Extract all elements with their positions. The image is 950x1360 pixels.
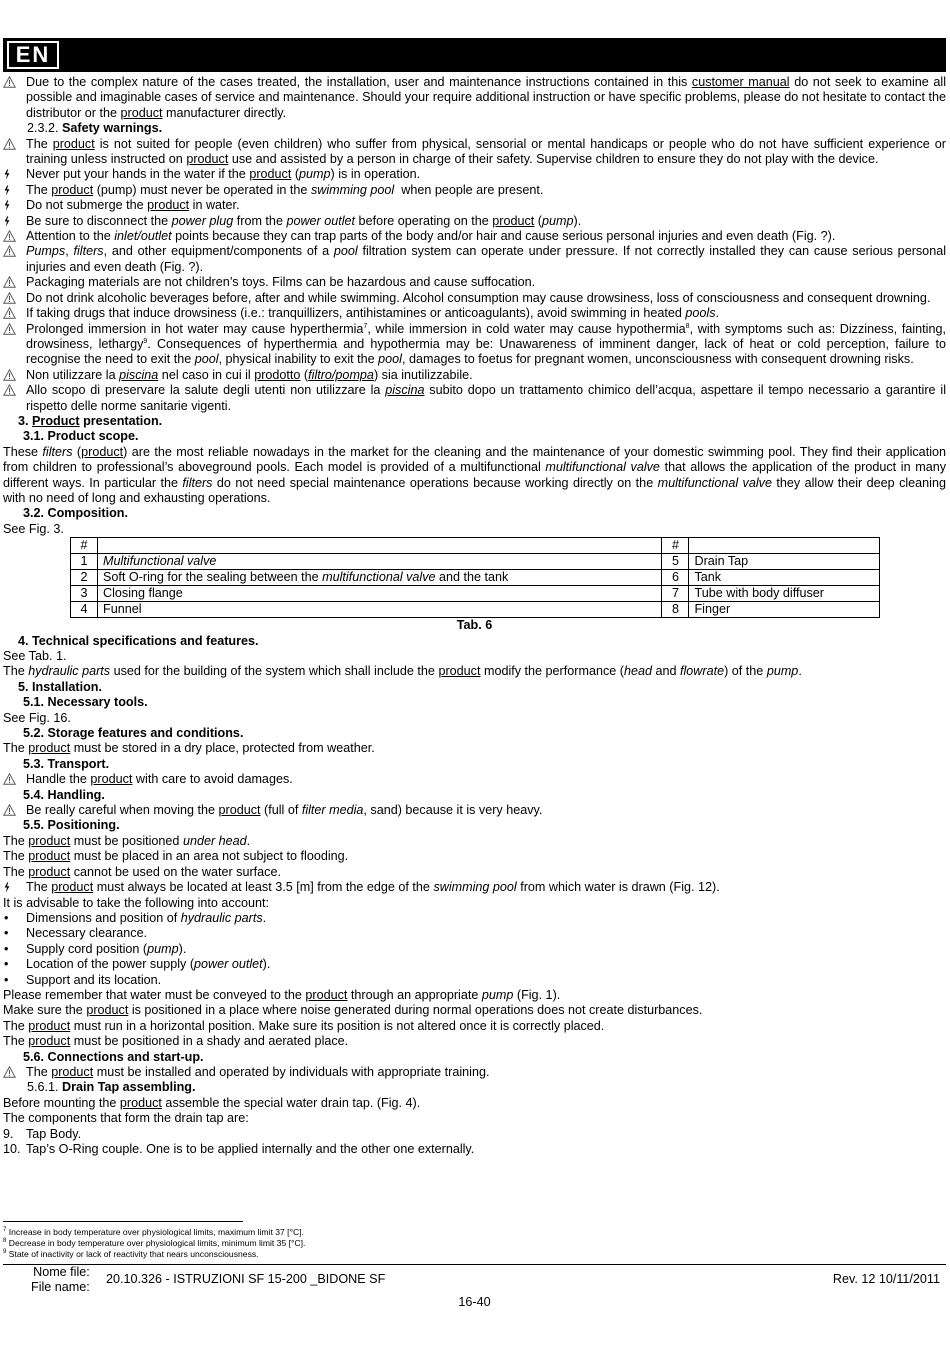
- paragraph: [3, 896, 946, 911]
- line-text: The product must be positioned in a shady and aerated place.: [3, 1034, 349, 1049]
- table-row: [71, 586, 880, 602]
- line-text: 3.1. Product scope.: [23, 429, 139, 444]
- footnote-number: 9: [3, 1249, 7, 1256]
- line-text: Be really careful when moving the product (full of filter media, sand) because it is very heavy.: [26, 803, 543, 818]
- warning-triangle-icon: [3, 245, 17, 258]
- item-number-cell: 5: [662, 554, 689, 570]
- subsection-heading: [3, 788, 946, 803]
- line-text: 5.5. Positioning.: [23, 818, 120, 833]
- table-caption: Tab. 6: [456, 618, 493, 633]
- line-text: The hydraulic parts used for the building of the system which shall include the product modify the performance (head and flowrate) of the pump.: [3, 664, 802, 679]
- subsubsection-heading: [3, 1080, 946, 1095]
- line-text: Tap Body.: [26, 1126, 82, 1141]
- line-text: Do not drink alcoholic beverages before, after and while swimming. Alcohol consumption may cause drowsiness, loss of consciousness and consequent drowning.: [26, 290, 931, 305]
- subsection-heading: [3, 506, 946, 521]
- warning-triangle-icon: [3, 323, 17, 336]
- paragraph: [3, 711, 946, 726]
- table-header-cell: #: [662, 538, 689, 554]
- line-text: The product must be placed in an area not subject to flooding.: [3, 849, 349, 864]
- subsection-heading: [3, 1050, 946, 1065]
- item-number-cell: 3: [71, 586, 98, 602]
- line-text: 2.3.2. Safety warnings.: [27, 121, 163, 136]
- item-number-cell: 1: [71, 554, 98, 570]
- line-text: 5.4. Handling.: [23, 787, 105, 802]
- warning-item: [3, 229, 946, 244]
- warning-item: [3, 137, 946, 168]
- footnote: [3, 1249, 305, 1260]
- footnote: [3, 1238, 305, 1249]
- subsection-heading: [3, 695, 946, 710]
- table-row: [71, 554, 880, 570]
- line-text: 5.6.1. Drain Tap assembling.: [27, 1080, 196, 1095]
- warning-item: [3, 803, 946, 818]
- line-text: Be sure to disconnect the power plug from the power outlet before operating on the product (pump).: [26, 213, 582, 228]
- footer-revision: Rev. 12 10/11/2011: [832, 1272, 940, 1286]
- paragraph: [3, 1034, 946, 1049]
- warning-item: [3, 306, 946, 321]
- item-number: 10.: [3, 1142, 21, 1156]
- electric-hazard-icon: [3, 881, 17, 894]
- section-heading: [3, 414, 946, 429]
- table-row: [71, 570, 880, 586]
- line-text: The components that form the drain tap are:: [3, 1111, 249, 1126]
- warning-item: [3, 275, 946, 290]
- line-text: The product is not suited for people (even children) who suffer from physical, sensorial or mental handicaps or people who do not have sufficient experience or training unless instructed on product use and assisted by a person in charge of their safety. Supervise children to ensure they do not play with the device.: [26, 136, 947, 167]
- line-text: The product must be installed and operated by individuals with appropriate training.: [26, 1064, 490, 1079]
- item-description-cell: Finger: [689, 602, 880, 618]
- warning-item: [3, 214, 946, 229]
- line-text: 5.3. Transport.: [23, 756, 110, 771]
- footnote-separator: [3, 1221, 243, 1222]
- item-description-cell: Funnel: [98, 602, 662, 618]
- line-text: Location of the power supply (power outlet).: [26, 957, 271, 972]
- warning-item: [3, 291, 946, 306]
- bullet-item: [3, 973, 946, 988]
- bullet-item: [3, 911, 946, 926]
- paragraph: [3, 445, 946, 507]
- composition-table: [70, 537, 880, 618]
- line-text: The product must run in a horizontal position. Make sure its position is not altered once it is correctly placed.: [3, 1018, 605, 1033]
- line-text: Pumps, filters, and other equipment/components of a pool filtration system can operate under pressure. If not correctly installed they can cause serious personal injuries and even death (Fig. ?).: [26, 244, 946, 274]
- line-text: The product must be stored in a dry place, protected from weather.: [3, 741, 375, 756]
- line-text: See Tab. 1.: [3, 649, 67, 663]
- paragraph: [3, 664, 946, 679]
- footnote-number: 7: [3, 1227, 7, 1234]
- language-header-bar: [3, 38, 946, 72]
- line-text: 5.6. Connections and start-up.: [23, 1049, 204, 1064]
- item-description-cell: Tank: [689, 570, 880, 586]
- line-text: Supply cord position (pump).: [26, 941, 187, 956]
- electric-hazard-icon: [3, 199, 17, 212]
- footnote-text: Decrease in body temperature over physiological limits, minimum limit 35 [°C].: [8, 1238, 306, 1249]
- footer-file-name: 20.10.326 - ISTRUZIONI SF 15-200 _BIDONE SF: [106, 1272, 386, 1286]
- line-text: Tap’s O-Ring couple. One is to be applied internally and the other one externally.: [26, 1142, 475, 1156]
- line-text: Make sure the product is positioned in a place where noise generated during normal operations does not create disturbances.: [3, 1003, 703, 1018]
- warning-triangle-icon: [3, 292, 17, 305]
- line-text: 5. Installation.: [18, 679, 102, 694]
- paragraph: [3, 522, 946, 537]
- footer-rule: [3, 1264, 946, 1265]
- table-header-cell: [98, 538, 662, 554]
- table-header-row: [71, 538, 880, 554]
- section-heading: [3, 634, 946, 649]
- line-text: 3.2. Composition.: [23, 506, 128, 521]
- subsection-heading: [3, 818, 946, 833]
- warning-item: [3, 75, 946, 121]
- document-body: [3, 75, 946, 1157]
- warning-triangle-icon: [3, 1066, 17, 1079]
- line-text: Please remember that water must be conveyed to the product through an appropriate pump (Fig. 1).: [3, 987, 561, 1002]
- table-header-cell: [689, 538, 880, 554]
- item-number: 9.: [3, 1126, 14, 1141]
- line-text: Dimensions and position of hydraulic parts.: [26, 910, 267, 925]
- line-text: Allo scopo di preservare la salute degli utenti non utilizzare la piscina subito dopo un trattamento chimico dell’acqua, aspettare il tempo necessario a garantire il rispetto delle norme sanitarie vigenti.: [26, 383, 946, 413]
- warning-item: [3, 183, 946, 198]
- line-text: 5.1. Necessary tools.: [23, 695, 148, 710]
- line-text: Necessary clearance.: [26, 926, 148, 941]
- bullet-item: [3, 942, 946, 957]
- paragraph: [3, 849, 946, 864]
- line-text: Non utilizzare la piscina nel caso in cui il prodotto (filtro/pompa) sia inutilizzabile.: [26, 367, 473, 382]
- electric-hazard-icon: [3, 215, 17, 228]
- warning-triangle-icon: [3, 138, 17, 151]
- warning-triangle-icon: [3, 384, 17, 397]
- item-number-cell: 8: [662, 602, 689, 618]
- warning-item: [3, 167, 946, 182]
- warning-triangle-icon: [3, 804, 17, 817]
- line-text: Support and its location.: [26, 972, 162, 987]
- line-text: Attention to the inlet/outlet points because they can trap parts of the body and/or hair and cause serious personal injuries and even death (Fig. ?).: [26, 229, 836, 244]
- paragraph: [3, 988, 946, 1003]
- footer-file-label: [31, 1265, 90, 1295]
- paragraph: [3, 1003, 946, 1018]
- paragraph: [3, 834, 946, 849]
- warning-triangle-icon: [3, 230, 17, 243]
- item-description-cell: Multifunctional valve: [98, 554, 662, 570]
- file-label-en: File name:: [31, 1280, 90, 1294]
- warning-item: [3, 880, 946, 895]
- line-text: Handle the product with care to avoid damages.: [26, 772, 293, 787]
- warning-triangle-icon: [3, 76, 17, 89]
- paragraph: [3, 865, 946, 880]
- paragraph: [3, 741, 946, 756]
- warning-triangle-icon: [3, 369, 17, 382]
- bullet-item: [3, 957, 946, 972]
- warning-item: [3, 198, 946, 213]
- item-number-cell: 7: [662, 586, 689, 602]
- line-text: Prolonged immersion in hot water may cause hyperthermia$^7$, while immersion in cold water may cause hypothermia$^8$, with symptoms such as: Dizziness, fainting, drowsiness, lethargy$^9$. Consequences of hyperthermia and hypothermia may be: Unawareness of imminent danger, lack of heat or cold perception, failure to recognise the need to exit the pool, physical inability to exit the pool, damages to foetus for pregnant women, unconsciousness with consequent drowning risks.: [26, 321, 947, 367]
- subsection-heading: [3, 429, 946, 444]
- line-text: 3. Product presentation.: [18, 413, 163, 428]
- warning-item: [3, 244, 946, 275]
- electric-hazard-icon: [3, 184, 17, 197]
- line-text: 5.2. Storage features and conditions.: [23, 726, 244, 741]
- item-number-cell: 4: [71, 602, 98, 618]
- line-text: The product must be positioned under head.: [3, 833, 251, 848]
- file-label-it: Nome file:: [33, 1265, 90, 1279]
- line-text: Do not submerge the product in water.: [26, 198, 240, 213]
- line-text: Never put your hands in the water if the product (pump) is in operation.: [26, 167, 421, 182]
- table-row: [71, 602, 880, 618]
- line-text: These filters (product) are the most reliable nowadays in the market for the cleaning and the maintenance of your domestic swimming pool. They find their application from children to professional’s aboveground pools. Each model is provided of a multifunctional multifunctional valve that allows the application of the product in many different ways. In particular the filters do not need special maintenance operations because working directly on the multifunctional valve they allow their deep cleaning with no need of long and exhausting operations.: [3, 444, 946, 505]
- warning-item: [3, 1065, 946, 1080]
- subsection-heading: [3, 726, 946, 741]
- line-text: 4. Technical specifications and features.: [18, 633, 259, 648]
- warning-triangle-icon: [3, 773, 17, 786]
- line-text: See Fig. 3.: [3, 521, 64, 536]
- warning-triangle-icon: [3, 307, 17, 320]
- subsubsection-heading: [3, 121, 946, 136]
- warning-item: [3, 772, 946, 787]
- line-text: Before mounting the product assemble the special water drain tap. (Fig. 4).: [3, 1095, 421, 1110]
- numbered-item: [3, 1127, 946, 1142]
- paragraph: [3, 649, 946, 664]
- line-text: The product must always be located at least 3.5 [m] from the edge of the swimming pool from which water is drawn (Fig. 12).: [26, 880, 720, 895]
- section-heading: [3, 680, 946, 695]
- line-text: The product (pump) must never be operated in the swimming pool when people are present.: [26, 182, 544, 197]
- item-number-cell: 6: [662, 570, 689, 586]
- paragraph: [3, 1019, 946, 1034]
- warning-item: [3, 322, 946, 368]
- table-header-cell: #: [71, 538, 98, 554]
- page-number: 16-40: [458, 1295, 491, 1309]
- bullet-item: [3, 926, 946, 941]
- language-code: EN: [7, 41, 59, 69]
- item-description-cell: Tube with body diffuser: [689, 586, 880, 602]
- warning-item: [3, 383, 946, 414]
- numbered-item: [3, 1142, 946, 1157]
- line-text: It is advisable to take the following into account:: [3, 895, 270, 910]
- line-text: Packaging materials are not children’s toys. Films can be hazardous and cause suffocation.: [26, 275, 536, 290]
- item-description-cell: Closing flange: [98, 586, 662, 602]
- footnote: [3, 1227, 305, 1238]
- warning-triangle-icon: [3, 276, 17, 289]
- line-text: If taking drugs that induce drowsiness (i.e.: tranquillizers, antihistamines or anticoagulants), avoid swimming in heated pools.: [26, 306, 720, 321]
- paragraph: [3, 1111, 946, 1126]
- electric-hazard-icon: [3, 168, 17, 181]
- line-text: See Fig. 16.: [3, 710, 71, 725]
- item-number-cell: 2: [71, 570, 98, 586]
- footnote-number: 8: [3, 1238, 7, 1245]
- line-text: Due to the complex nature of the cases treated, the installation, user and maintenance instructions contained in this customer manual do not seek to examine all possible and imaginable cases of service and maintenance. Should your require additional instruction or have specific problems, please do not hesitate to contact the distributor or the product manufacturer directly.: [26, 75, 947, 120]
- footnote-text: Increase in body temperature over physiological limits, maximum limit 37 [°C].: [8, 1227, 304, 1237]
- item-description-cell: Soft O-ring for the sealing between the multifunctional valve and the tank: [98, 570, 662, 586]
- footnote-text: State of inactivity or lack of reactivity that nears unconsciousness.: [8, 1249, 259, 1260]
- paragraph: [3, 1096, 946, 1111]
- item-description-cell: Drain Tap: [689, 554, 880, 570]
- line-text: The product cannot be used on the water surface.: [3, 864, 281, 879]
- section-installation: [3, 634, 946, 1158]
- section-safety: [3, 75, 946, 537]
- warning-item: [3, 368, 946, 383]
- subsection-heading: [3, 757, 946, 772]
- footnotes: [3, 1227, 305, 1261]
